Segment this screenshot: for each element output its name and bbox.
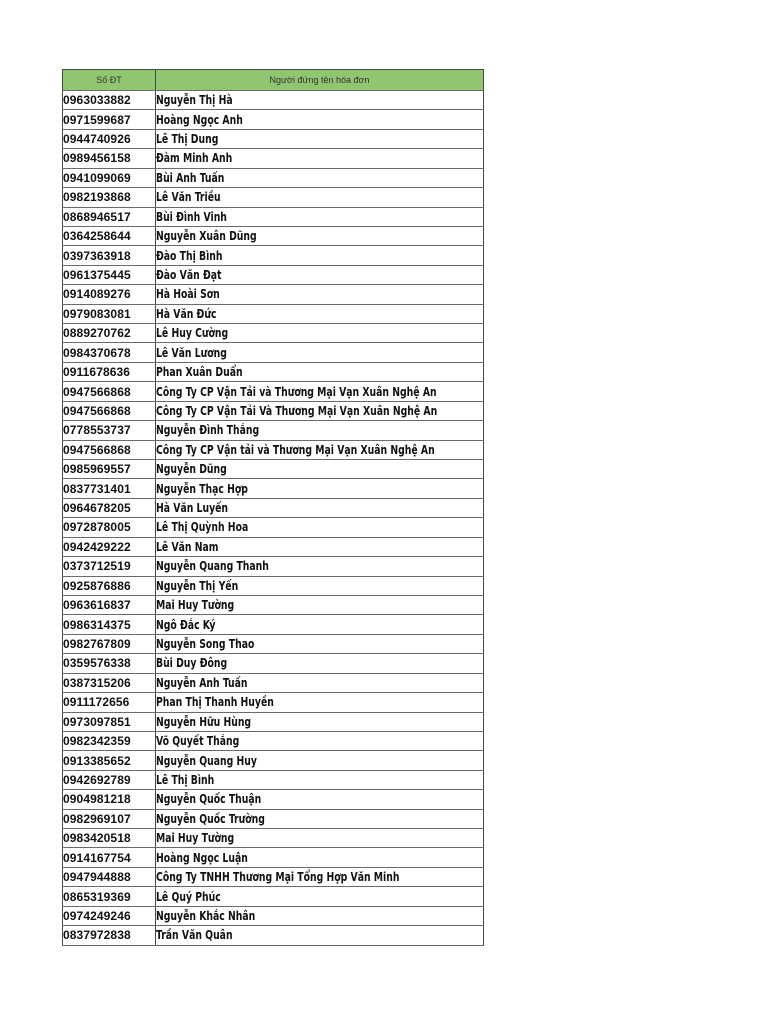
table-row[interactable]: [63, 265, 484, 284]
phone-cell[interactable]: 0985969557: [63, 460, 156, 479]
name-text: Hoàng Ngọc Anh: [156, 112, 243, 127]
table-row[interactable]: [63, 518, 484, 537]
name-cell[interactable]: [156, 149, 484, 168]
table-row[interactable]: [63, 809, 484, 828]
name-text: Nguyễn Quốc Trường: [156, 811, 265, 826]
name-cell[interactable]: [156, 906, 484, 925]
phone-cell[interactable]: 0947566868: [63, 440, 156, 459]
invoice-holder-table: [62, 69, 484, 946]
phone-cell[interactable]: 0972878005: [63, 518, 156, 537]
name-text: Bùi Duy Đông: [156, 656, 228, 671]
name-cell[interactable]: [156, 712, 484, 731]
table-row[interactable]: [63, 615, 484, 634]
name-text: Nguyễn Đình Thắng: [156, 423, 260, 438]
phone-cell[interactable]: 0364258644: [63, 226, 156, 245]
table-row[interactable]: [63, 168, 484, 187]
table-row[interactable]: [63, 362, 484, 381]
phone-cell[interactable]: 0983420518: [63, 829, 156, 848]
name-text: Bùi Anh Tuấn: [156, 170, 225, 185]
table-row[interactable]: [63, 731, 484, 750]
name-cell[interactable]: [156, 867, 484, 886]
phone-cell[interactable]: 0941099069: [63, 168, 156, 187]
name-cell[interactable]: [156, 731, 484, 750]
name-cell[interactable]: [156, 304, 484, 323]
name-cell[interactable]: [156, 382, 484, 401]
name-text: Trần Văn Quân: [156, 928, 233, 943]
phone-cell[interactable]: 0982969107: [63, 809, 156, 828]
table-row[interactable]: [63, 304, 484, 323]
name-cell[interactable]: [156, 576, 484, 595]
name-cell[interactable]: [156, 654, 484, 673]
name-cell[interactable]: [156, 207, 484, 226]
table-row[interactable]: [63, 829, 484, 848]
name-text: Võ Quyết Thắng: [156, 734, 240, 749]
name-text: Lê Huy Cường: [156, 326, 229, 341]
name-cell[interactable]: [156, 926, 484, 945]
name-cell[interactable]: [156, 518, 484, 537]
phone-cell[interactable]: 0982342359: [63, 731, 156, 750]
table-row[interactable]: [63, 149, 484, 168]
name-cell[interactable]: [156, 809, 484, 828]
phone-cell[interactable]: 0837972838: [63, 926, 156, 945]
phone-cell[interactable]: 0947566868: [63, 401, 156, 420]
name-text: Hà Văn Luyến: [156, 501, 229, 516]
header-row: [63, 70, 484, 91]
table-row[interactable]: [63, 91, 484, 110]
table-row[interactable]: [63, 926, 484, 945]
name-cell[interactable]: [156, 790, 484, 809]
name-cell[interactable]: [156, 285, 484, 304]
phone-cell[interactable]: 0942429222: [63, 537, 156, 556]
name-cell[interactable]: [156, 324, 484, 343]
table-row[interactable]: [63, 440, 484, 459]
phone-cell[interactable]: 0778553737: [63, 421, 156, 440]
name-text: Công Ty CP Vận Tải Và Thương Mại Vạn Xuân Nghệ An: [156, 403, 438, 418]
name-cell[interactable]: [156, 848, 484, 867]
name-cell[interactable]: [156, 226, 484, 245]
phone-cell[interactable]: 0904981218: [63, 790, 156, 809]
table-row[interactable]: [63, 188, 484, 207]
table-row[interactable]: [63, 887, 484, 906]
name-cell[interactable]: [156, 673, 484, 692]
name-text: Hà Văn Đức: [156, 306, 217, 321]
phone-cell[interactable]: 0963616837: [63, 595, 156, 614]
phone-cell[interactable]: 0963033882: [63, 91, 156, 110]
table-row[interactable]: [63, 460, 484, 479]
name-text: Lê Quý Phúc: [156, 889, 221, 904]
table-row[interactable]: [63, 343, 484, 362]
table-row[interactable]: [63, 246, 484, 265]
phone-cell[interactable]: 0373712519: [63, 557, 156, 576]
table-row[interactable]: [63, 324, 484, 343]
name-cell[interactable]: [156, 537, 484, 556]
name-text: Lê Thị Quỳnh Hoa: [156, 520, 249, 535]
phone-cell[interactable]: 0925876886: [63, 576, 156, 595]
name-cell[interactable]: [156, 129, 484, 148]
phone-cell[interactable]: 0982193868: [63, 188, 156, 207]
name-text: Công Ty CP Vận Tải và Thương Mại Vạn Xuân Nghệ An: [156, 384, 437, 399]
phone-cell[interactable]: 0911172656: [63, 693, 156, 712]
name-cell[interactable]: [156, 829, 484, 848]
phone-cell[interactable]: 0974249246: [63, 906, 156, 925]
phone-cell[interactable]: 0986314375: [63, 615, 156, 634]
phone-cell[interactable]: 0944740926: [63, 129, 156, 148]
phone-cell[interactable]: 0989456158: [63, 149, 156, 168]
name-text: Mai Huy Tường: [156, 831, 235, 846]
table-row[interactable]: [63, 790, 484, 809]
table-row[interactable]: [63, 634, 484, 653]
phone-cell[interactable]: 0865319369: [63, 887, 156, 906]
table-row[interactable]: [63, 421, 484, 440]
name-text: Đào Thị Bình: [156, 248, 223, 263]
name-text: Nguyễn Hữu Hùng: [156, 714, 252, 729]
phone-cell[interactable]: 0961375445: [63, 265, 156, 284]
table-row[interactable]: [63, 129, 484, 148]
name-cell[interactable]: [156, 693, 484, 712]
name-cell[interactable]: [156, 887, 484, 906]
name-cell[interactable]: [156, 595, 484, 614]
name-text: Nguyễn Song Thao: [156, 637, 255, 652]
phone-cell[interactable]: 0914089276: [63, 285, 156, 304]
table-row[interactable]: [63, 226, 484, 245]
name-text: Lê Văn Nam: [156, 539, 219, 554]
phone-cell[interactable]: 0971599687: [63, 110, 156, 129]
name-text: Nguyễn Dũng: [156, 462, 227, 477]
name-cell[interactable]: [156, 751, 484, 770]
name-cell[interactable]: [156, 479, 484, 498]
name-text: Nguyễn Quốc Thuận: [156, 792, 262, 807]
table-row[interactable]: [63, 654, 484, 673]
table-row[interactable]: [63, 498, 484, 517]
name-cell[interactable]: [156, 770, 484, 789]
table-row[interactable]: [63, 906, 484, 925]
name-cell[interactable]: [156, 421, 484, 440]
name-text: Phan Xuân Duẩn: [156, 365, 243, 380]
name-text: Nguyễn Anh Tuấn: [156, 675, 248, 690]
name-text: Ngô Đắc Ký: [156, 617, 216, 632]
name-cell[interactable]: [156, 265, 484, 284]
name-cell[interactable]: [156, 557, 484, 576]
table-body: [63, 91, 484, 946]
name-cell[interactable]: [156, 498, 484, 517]
name-cell[interactable]: [156, 168, 484, 187]
table-row[interactable]: [63, 867, 484, 886]
name-cell[interactable]: [156, 110, 484, 129]
table-row[interactable]: [63, 770, 484, 789]
table-row[interactable]: [63, 673, 484, 692]
name-text: Nguyễn Xuân Dũng: [156, 229, 257, 244]
phone-cell[interactable]: 0942692789: [63, 770, 156, 789]
phone-cell[interactable]: 0914167754: [63, 848, 156, 867]
name-text: Nguyễn Quang Thanh: [156, 559, 269, 574]
table-row[interactable]: [63, 557, 484, 576]
table-row[interactable]: [63, 479, 484, 498]
phone-cell[interactable]: 0911678636: [63, 362, 156, 381]
name-text: Nguyễn Khắc Nhân: [156, 908, 256, 923]
table-row[interactable]: [63, 382, 484, 401]
table-row[interactable]: [63, 207, 484, 226]
table-row[interactable]: [63, 751, 484, 770]
column-header-name[interactable]: Người đứng tên hóa đơn: [156, 70, 484, 91]
table-row[interactable]: [63, 537, 484, 556]
phone-cell[interactable]: 0868946517: [63, 207, 156, 226]
name-cell[interactable]: [156, 615, 484, 634]
phone-cell[interactable]: 0359576338: [63, 654, 156, 673]
table-row[interactable]: [63, 110, 484, 129]
phone-cell[interactable]: 0397363918: [63, 246, 156, 265]
phone-cell[interactable]: 0964678205: [63, 498, 156, 517]
name-text: Đàm Minh Anh: [156, 151, 233, 166]
name-text: Lê Thị Dung: [156, 132, 219, 147]
table-row[interactable]: [63, 576, 484, 595]
phone-cell[interactable]: 0837731401: [63, 479, 156, 498]
name-text: Công Ty CP Vận tải và Thương Mại Vạn Xuân Nghệ An: [156, 442, 435, 457]
table-row[interactable]: [63, 285, 484, 304]
name-text: Nguyễn Thạc Hợp: [156, 481, 248, 496]
phone-cell[interactable]: 0973097851: [63, 712, 156, 731]
phone-cell[interactable]: 0947566868: [63, 382, 156, 401]
name-text: Nguyễn Thị Yến: [156, 578, 239, 593]
name-text: Đào Văn Đạt: [156, 268, 222, 282]
name-cell[interactable]: [156, 401, 484, 420]
name-text: Lê Văn Lương: [156, 345, 227, 360]
name-text: Lê Văn Triều: [156, 190, 221, 205]
name-cell[interactable]: [156, 246, 484, 265]
phone-cell[interactable]: 0947944888: [63, 867, 156, 886]
phone-cell[interactable]: 0982767809: [63, 634, 156, 653]
table-row[interactable]: [63, 693, 484, 712]
phone-cell[interactable]: 0387315206: [63, 673, 156, 692]
name-cell[interactable]: [156, 634, 484, 653]
name-text: Lê Thị Bình: [156, 772, 215, 787]
name-cell[interactable]: [156, 91, 484, 110]
name-text: Mai Huy Tường: [156, 598, 235, 613]
phone-cell[interactable]: 0979083081: [63, 304, 156, 323]
table-row[interactable]: [63, 595, 484, 614]
name-cell[interactable]: [156, 440, 484, 459]
column-header-phone[interactable]: Số ĐT: [63, 70, 156, 91]
name-text: Công Ty TNHH Thương Mại Tổng Hợp Văn Minh: [156, 870, 400, 885]
phone-cell[interactable]: 0984370678: [63, 343, 156, 362]
name-text: Phan Thị Thanh Huyền: [156, 695, 274, 710]
name-text: Hoàng Ngọc Luận: [156, 850, 248, 865]
table-row[interactable]: [63, 848, 484, 867]
name-text: Nguyễn Thị Hà: [156, 93, 233, 108]
name-text: Hà Hoài Sơn: [156, 287, 220, 302]
name-cell[interactable]: [156, 460, 484, 479]
name-text: Nguyễn Quang Huy: [156, 753, 257, 768]
name-cell[interactable]: [156, 362, 484, 381]
phone-cell[interactable]: 0913385652: [63, 751, 156, 770]
phone-cell[interactable]: 0889270762: [63, 324, 156, 343]
table-row[interactable]: [63, 401, 484, 420]
name-text: Bùi Đình Vinh: [156, 209, 227, 224]
name-cell[interactable]: [156, 188, 484, 207]
name-cell[interactable]: [156, 343, 484, 362]
table-row[interactable]: [63, 712, 484, 731]
